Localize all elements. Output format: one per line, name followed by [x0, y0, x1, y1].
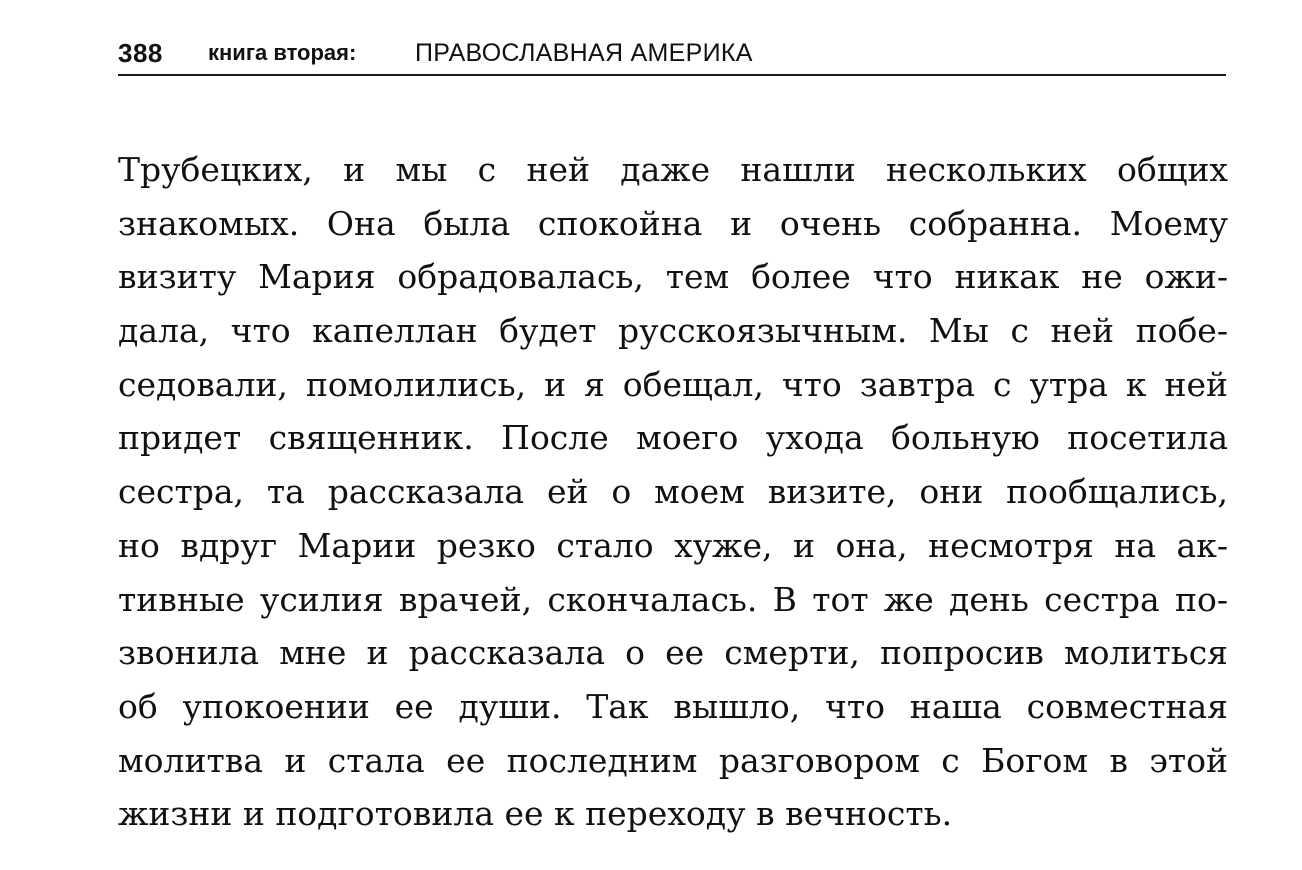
- text-line: визиту Мария обрадовалась, тем более что никак не ожи-: [118, 257, 1228, 297]
- text-line: Трубецких, и мы с ней даже нашли нескольких общих: [118, 150, 1228, 189]
- text-line: жизни и подготовила ее к переходу в вечность.: [118, 794, 953, 834]
- text-line: звонила мне и рассказала о ее смерти, попросив молиться: [118, 633, 1228, 673]
- running-header: [118, 34, 1226, 76]
- book-label: книга вторая:: [208, 40, 357, 65]
- text-line: седовали, помолились, и я обещал, что завтра с утра к ней: [118, 364, 1228, 404]
- page-number: 388: [118, 38, 163, 68]
- text-line: придет священник. После моего ухода больную посетила: [118, 418, 1228, 458]
- text-line: сестра, та рассказала ей о моем визите, они пообщались,: [118, 472, 1228, 512]
- body-paragraph: [118, 143, 1228, 841]
- chapter-title: ПРАВОСЛАВНАЯ АМЕРИКА: [415, 39, 753, 67]
- text-line: но вдруг Марии резко стало хуже, и она, несмотря на ак-: [118, 525, 1228, 565]
- text-line: знакомых. Она была спокойна и очень собранна. Моему: [118, 203, 1228, 243]
- text-line: об упокоении ее души. Так вышло, что наша совместная: [118, 686, 1228, 726]
- text-line: дала, что капеллан будет русскоязычным. Мы с ней побе-: [118, 311, 1228, 351]
- text-line: тивные усилия врачей, скончалась. В тот же день сестра по-: [118, 579, 1228, 619]
- text-line: молитва и стала ее последним разговором с Богом в этой: [118, 740, 1228, 780]
